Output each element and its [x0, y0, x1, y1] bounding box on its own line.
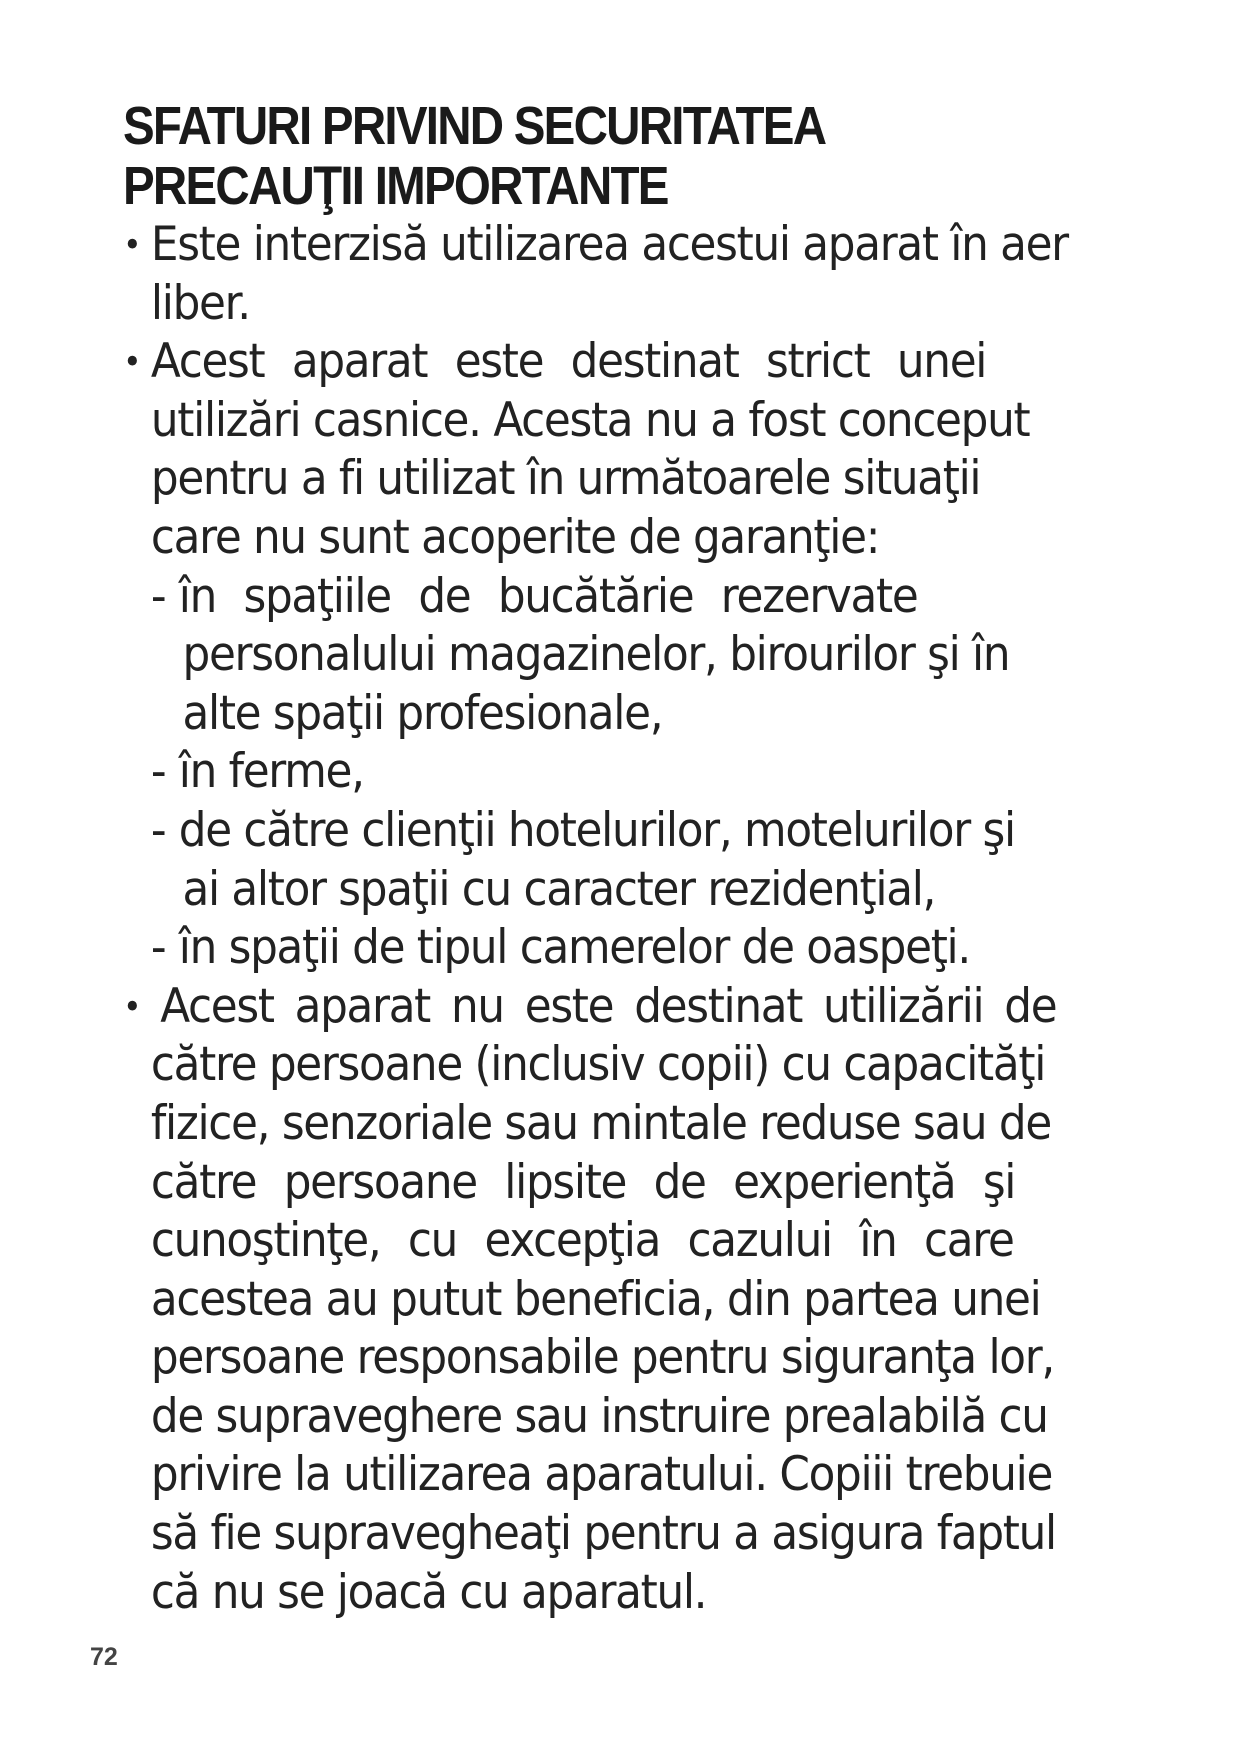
sub-item-kitchen-areas [123, 568, 1203, 744]
bullet-line: Este interzisă utilizarea acestui aparat în aer [150, 217, 1068, 272]
bullet-line: persoane responsabile pentru siguranţa lor, [150, 1330, 1055, 1386]
section-subtitle: PRECAUŢII IMPORTANTE [123, 156, 668, 216]
bullet-line: pentru a fi utilizat în următoarele situaţii [150, 451, 981, 507]
dash-icon: - [150, 802, 166, 858]
sub-item-line: de către clienţii hotelurilor, motelurilor şi [178, 802, 1015, 858]
sub-item-line: în spaţii de tipul camerelor de oaspeţi. [178, 920, 970, 976]
bullet-line: acestea au putut beneficia, din partea unei [150, 1271, 1041, 1327]
bullet-line: să fie supravegheaţi pentru a asigura faptul [150, 1506, 1056, 1562]
bullet-line: către persoane (inclusiv copii) cu capacităţi [150, 1037, 1046, 1093]
bullet-item-reduced-capacity-persons [123, 978, 1203, 1623]
bullet-line: către persoane lipsite de experienţă şi [150, 1154, 1016, 1210]
bullet-line: de supraveghere sau instruire prealabilă cu [150, 1388, 1048, 1444]
headings [123, 96, 1123, 216]
sub-item-line: în ferme, [178, 744, 364, 800]
safety-instructions [123, 216, 1203, 1622]
bullet-line: Acest aparat este destinat strict unei [150, 334, 987, 390]
bullet-icon: • [123, 342, 141, 383]
sub-item-hotel-clients [123, 802, 1203, 919]
sub-item-line: ai altor spaţii cu caracter rezidenţial, [182, 861, 936, 917]
bullet-item-domestic-use [123, 333, 1203, 978]
bullet-line: fizice, senzoriale sau mintale reduse sau de [150, 1095, 1051, 1151]
bullet-line: care nu sunt acoperite de garanţie: [150, 509, 880, 565]
bullet-icon: • [123, 986, 141, 1027]
bullet-line: utilizări casnice. Acesta nu a fost conceput [150, 392, 1030, 448]
page-number: 72 [90, 1643, 118, 1671]
dash-icon: - [150, 568, 166, 624]
bullet-item-outdoor-use [123, 216, 1203, 333]
sub-item-line: alte spaţii profesionale, [182, 685, 663, 741]
sub-item-line: personalului magazinelor, birourilor şi în [182, 627, 1010, 683]
bullet-line: că nu se joacă cu aparatul. [150, 1564, 707, 1620]
bullet-icon: • [123, 225, 141, 265]
bullet-line: Acest aparat nu este destinat utilizării de [160, 978, 1057, 1034]
sub-item-guest-rooms [123, 919, 1203, 978]
sub-item-line: în spaţiile de bucătărie rezervate [178, 568, 918, 624]
bullet-line: privire la utilizarea aparatului. Copiii trebuie [150, 1447, 1053, 1503]
dash-icon: - [150, 744, 166, 800]
bullet-line: liber. [150, 275, 250, 331]
sub-item-farms [123, 743, 1203, 802]
dash-icon: - [150, 920, 166, 976]
section-title: SFATURI PRIVIND SECURITATEA [123, 96, 826, 156]
bullet-line: cunoştinţe, cu excepţia cazului în care [150, 1213, 1014, 1269]
